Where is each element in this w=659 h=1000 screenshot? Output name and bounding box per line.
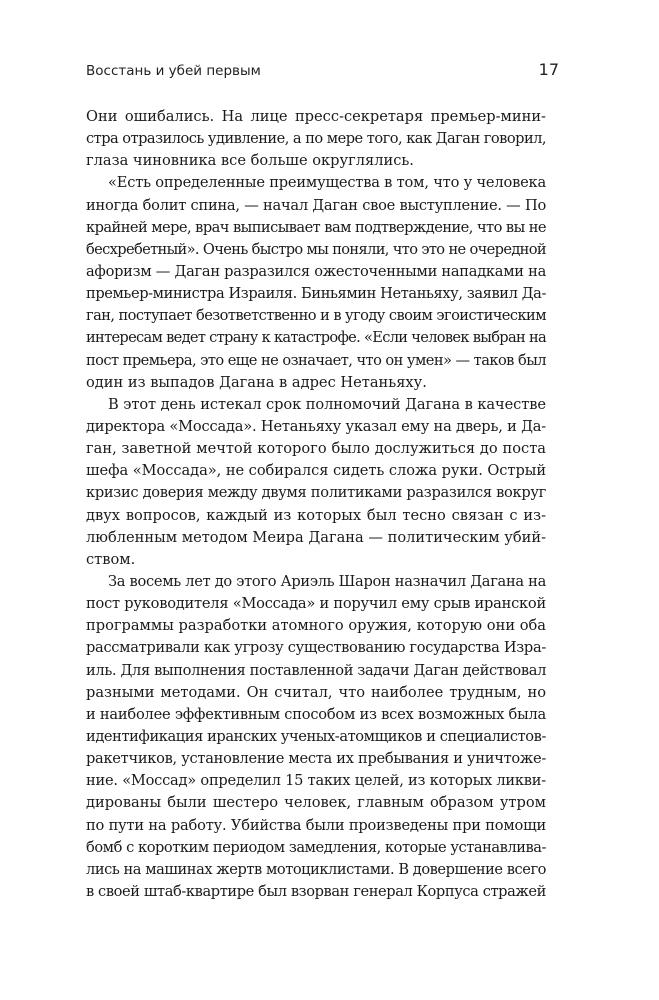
text-line: лись на машинах жертв мотоциклистами. В довершение всего bbox=[86, 860, 546, 878]
text-line: «Есть определенные преимущества в том, что у человека bbox=[108, 174, 546, 192]
paragraph-4 bbox=[86, 571, 546, 903]
text-line: ние. «Моссад» определил 15 таких целей, из которых ликви- bbox=[86, 772, 546, 790]
text-line: шефа «Моссада», не собирался сидеть сложа руки. Острый bbox=[86, 462, 546, 480]
text-line: рассматривали как угрозу существованию государства Изра- bbox=[86, 639, 546, 657]
text-line: интересам ведет страну к катастрофе. «Если человек выбран на bbox=[86, 329, 546, 347]
text-line: бесхребетный». Очень быстро мы поняли, что это не очередной bbox=[86, 240, 546, 258]
text-line: дированы были шестеро человек, главным образом утром bbox=[86, 794, 546, 812]
running-title: Восстань и убей первым bbox=[86, 63, 261, 79]
text-line: ган, заветной мечтой которого было дослужиться до поста bbox=[86, 440, 546, 458]
text-line: глаза чиновника все больше округлялись. bbox=[86, 152, 414, 170]
text-line: любленным методом Меира Дагана — политическим убий- bbox=[86, 528, 546, 546]
text-line: двух вопросов, каждый из которых был тесно связан с из- bbox=[86, 506, 546, 524]
text-line: и наиболее эффективным способом из всех возможных была bbox=[86, 705, 546, 723]
text-line: в своей штаб-квартире был взорван генерал Корпуса стражей bbox=[86, 882, 546, 900]
text-line: один из выпадов Дагана в адрес Нетаньяху. bbox=[86, 373, 427, 391]
page-number: 17 bbox=[538, 60, 559, 79]
text-line: ракетчиков, установление места их пребывания и уничтоже- bbox=[86, 750, 546, 768]
text-line: стра отразилось удивление, а по мере того, как Даган говорил, bbox=[86, 130, 546, 148]
running-head bbox=[86, 60, 559, 88]
text-line: крайней мере, врач выписывает вам подтверждение, что вы не bbox=[86, 218, 546, 236]
text-line: афоризм — Даган разразился ожесточенными нападками на bbox=[86, 262, 547, 280]
text-line: идентификация иранских ученых-атомщиков и специалистов- bbox=[86, 727, 546, 745]
paragraph-1 bbox=[86, 106, 546, 172]
text-line: Они ошибались. На лице пресс-секретаря премьер-мини- bbox=[86, 108, 546, 125]
text-line: кризис доверия между двумя политиками разразился вокруг bbox=[86, 484, 546, 502]
text-line: премьер-министра Израиля. Биньямин Нетаньяху, заявил Да- bbox=[86, 285, 546, 303]
paragraph-2 bbox=[86, 172, 546, 393]
text-line: пост премьера, это еще не означает, что он умен» — таков был bbox=[86, 351, 546, 369]
paragraph-3 bbox=[86, 394, 546, 571]
text-line: иль. Для выполнения поставленной задачи Даган действовал bbox=[86, 661, 546, 679]
text-line: программы разработки атомного оружия, которую они оба bbox=[86, 617, 546, 635]
text-line: За восемь лет до этого Ариэль Шарон назначил Дагана на bbox=[108, 572, 546, 590]
text-line: по пути на работу. Убийства были произведены при помощи bbox=[86, 816, 546, 834]
text-line: бомб с коротким периодом замедления, которые устанавлива- bbox=[86, 838, 546, 856]
text-line: разными методами. Он считал, что наиболее трудным, но bbox=[86, 683, 546, 701]
text-line: ган, поступает безответственно и в угоду своим эгоистическим bbox=[86, 307, 546, 325]
text-line: ством. bbox=[86, 550, 136, 568]
text-line: В этот день истекал срок полномочий Дагана в качестве bbox=[108, 395, 546, 413]
body-text bbox=[86, 106, 546, 903]
text-line: иногда болит спина, — начал Даган свое выступление. — По bbox=[86, 196, 546, 214]
text-line: пост руководителя «Моссада» и поручил ему срыв иранской bbox=[86, 595, 546, 613]
text-line: директора «Моссада». Нетаньяху указал ему на дверь, и Да- bbox=[86, 417, 546, 435]
